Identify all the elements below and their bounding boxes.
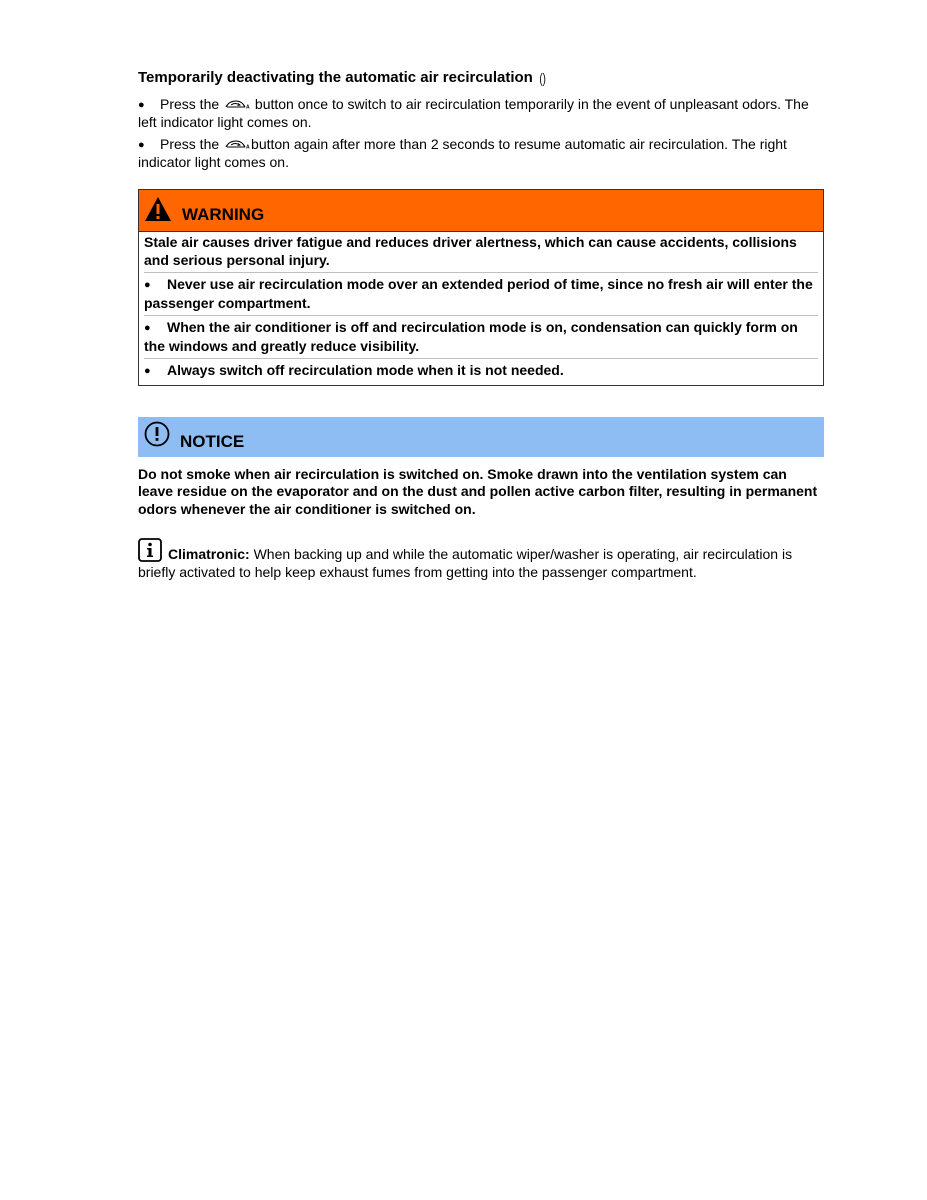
warning-box bbox=[138, 189, 824, 386]
warning-item-text: Always switch off recirculation mode when it is not needed. bbox=[167, 362, 564, 378]
reference-symbol-icon: () bbox=[539, 70, 546, 86]
svg-text:A: A bbox=[246, 144, 250, 149]
exclamation-circle-icon bbox=[144, 421, 170, 447]
bullet-prefix: Press the bbox=[160, 96, 220, 112]
info-icon bbox=[138, 538, 162, 562]
section-heading bbox=[138, 68, 824, 88]
notice-header bbox=[138, 417, 824, 457]
info-text: When backing up and while the automatic wiper/washer is operating, air recirculation is briefly activated to help keep exhaust fumes from getting into the passenger compartment. bbox=[138, 546, 793, 580]
warning-body bbox=[139, 232, 823, 385]
bullet-dot: ● bbox=[144, 322, 151, 334]
warning-item-text: When the air conditioner is off and recirculation mode is on, condensation can quickly form on the windows and greatly reduce visibility. bbox=[144, 319, 798, 354]
warning-header bbox=[139, 190, 823, 232]
bullet-item bbox=[138, 136, 824, 171]
info-label: Climatronic: bbox=[168, 546, 250, 562]
bullet-dot: ● bbox=[144, 365, 151, 377]
bullet-item bbox=[138, 96, 824, 131]
info-note bbox=[138, 538, 824, 581]
warning-item bbox=[144, 315, 818, 355]
warning-triangle-icon bbox=[144, 196, 172, 222]
bullet-prefix: Press the bbox=[160, 136, 220, 152]
warning-intro: Stale air causes driver fatigue and reduces driver alertness, which can cause accidents, collisions and serious personal injury. bbox=[144, 234, 797, 268]
warning-item bbox=[144, 272, 818, 312]
bullet-dot: ● bbox=[138, 139, 145, 151]
bullet-dot: ● bbox=[144, 279, 151, 291]
recirculation-icon bbox=[224, 139, 250, 149]
notice-title: NOTICE bbox=[180, 431, 245, 451]
bullet-text: button once to switch to air recirculation temporarily in the event of unpleasant odors. The left indicator light comes on. bbox=[138, 96, 809, 130]
document-page bbox=[138, 68, 824, 581]
warning-item-text: Never use air recirculation mode over an extended period of time, since no fresh air will enter the passenger compartment. bbox=[144, 276, 813, 311]
svg-text:A: A bbox=[246, 104, 250, 109]
bullet-dot: ● bbox=[138, 99, 145, 111]
bullet-text: button again after more than 2 seconds to resume automatic air recirculation. The right indicator light comes on. bbox=[138, 136, 787, 170]
warning-item bbox=[144, 358, 818, 381]
recirculation-icon bbox=[224, 99, 250, 109]
warning-title: WARNING bbox=[182, 204, 265, 224]
section-heading-text: Temporarily deactivating the automatic air recirculation bbox=[138, 69, 533, 86]
notice-text: Do not smoke when air recirculation is switched on. Smoke drawn into the ventilation system can leave residue on the evaporator and on the dust and pollen active carbon filter, resulting in permanent odors whenever the air conditioner is switched on. bbox=[138, 465, 818, 517]
